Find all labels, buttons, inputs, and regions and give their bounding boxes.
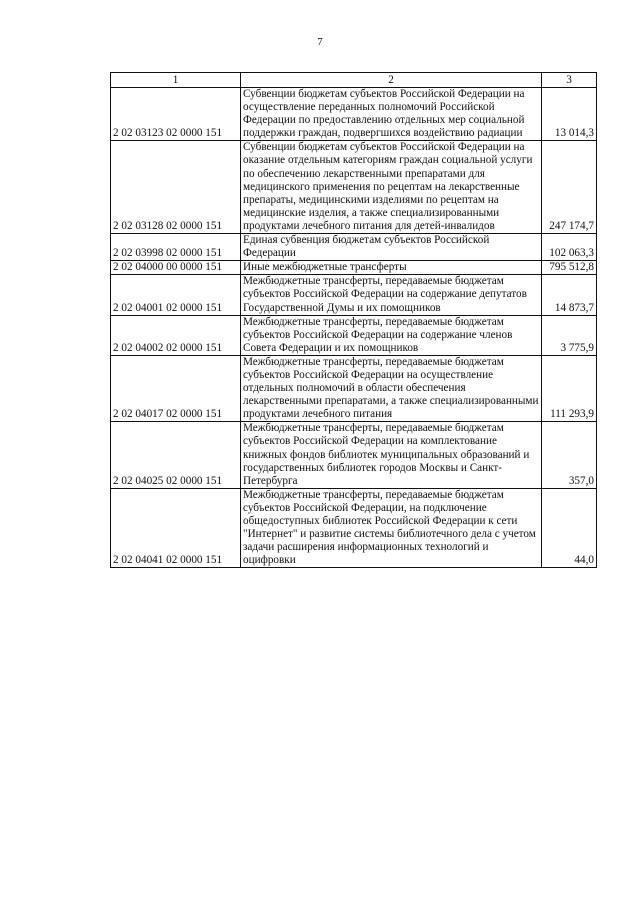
row-code: 2 02 04025 02 0000 151 (111, 422, 241, 488)
table-row (111, 315, 597, 355)
row-description: Субвенции бюджетам субъектов Российской Федерации на осуществление переданных полномочий Российской Федерации по предоставлению отдельных мер социальной поддержки граждан, подвергшихся воздействию радиации (241, 88, 542, 141)
row-code: 2 02 03998 02 0000 151 (111, 234, 241, 261)
header-col-2: 2 (241, 73, 542, 88)
row-amount: 102 063,3 (542, 234, 597, 261)
row-amount: 3 775,9 (542, 315, 597, 355)
row-amount: 13 014,3 (542, 88, 597, 141)
table-row (111, 234, 597, 261)
row-description: Межбюджетные трансферты, передаваемые бюджетам субъектов Российской Федерации на содержание депутатов Государственной Думы и их помощников (241, 275, 542, 315)
table-row (111, 355, 597, 421)
header-col-3: 3 (542, 73, 597, 88)
row-amount: 357,0 (542, 422, 597, 488)
table-row (111, 422, 597, 488)
page-number: 7 (317, 36, 323, 48)
row-code: 2 02 04000 00 0000 151 (111, 261, 241, 275)
row-description: Межбюджетные трансферты, передаваемые бюджетам субъектов Российской Федерации, на подключение общедоступных библиотек Российской Федерации к сети "Интернет" и развитие системы библиотечного дела с учетом задачи расширения информационных технологий и оцифровки (241, 488, 542, 568)
table-header-row (111, 73, 597, 88)
table-row (111, 88, 597, 141)
header-col-1: 1 (111, 73, 241, 88)
row-amount: 795 512,8 (542, 261, 597, 275)
row-description: Единая субвенция бюджетам субъектов Российской Федерации (241, 234, 542, 261)
row-code: 2 02 03123 02 0000 151 (111, 88, 241, 141)
row-code: 2 02 04001 02 0000 151 (111, 275, 241, 315)
row-amount: 44,0 (542, 488, 597, 568)
row-amount: 247 174,7 (542, 141, 597, 234)
budget-table (110, 72, 597, 568)
row-amount: 111 293,9 (542, 355, 597, 421)
table-row (111, 275, 597, 315)
row-code: 2 02 04041 02 0000 151 (111, 488, 241, 568)
table-row (111, 141, 597, 234)
row-description: Межбюджетные трансферты, передаваемые бюджетам субъектов Российской Федерации на содержание членов Совета Федерации и их помощников (241, 315, 542, 355)
row-code: 2 02 04017 02 0000 151 (111, 355, 241, 421)
row-description: Субвенции бюджетам субъектов Российской Федерации на оказание отдельным категориям граждан социальной услуги по обеспечению лекарственными препаратами для медицинского применения по рецептам на лекарственные препараты, медицинскими изделиями по рецептам на медицинские изделия, а также специализированными продуктами лечебного питания для детей-инвалидов (241, 141, 542, 234)
row-amount: 14 873,7 (542, 275, 597, 315)
row-description: Межбюджетные трансферты, передаваемые бюджетам субъектов Российской Федерации на комплектование книжных фондов библиотек муниципальных образований и государственных библиотек городов Москвы и Санкт-Петербурга (241, 422, 542, 488)
table-row (111, 261, 597, 275)
row-description: Межбюджетные трансферты, передаваемые бюджетам субъектов Российской Федерации на осуществление отдельных полномочий в области обеспечения лекарственными препаратами, а также специализированными продуктами лечебного питания (241, 355, 542, 421)
row-description: Иные межбюджетные трансферты (241, 261, 542, 275)
table-row (111, 488, 597, 568)
row-code: 2 02 03128 02 0000 151 (111, 141, 241, 234)
row-code: 2 02 04002 02 0000 151 (111, 315, 241, 355)
